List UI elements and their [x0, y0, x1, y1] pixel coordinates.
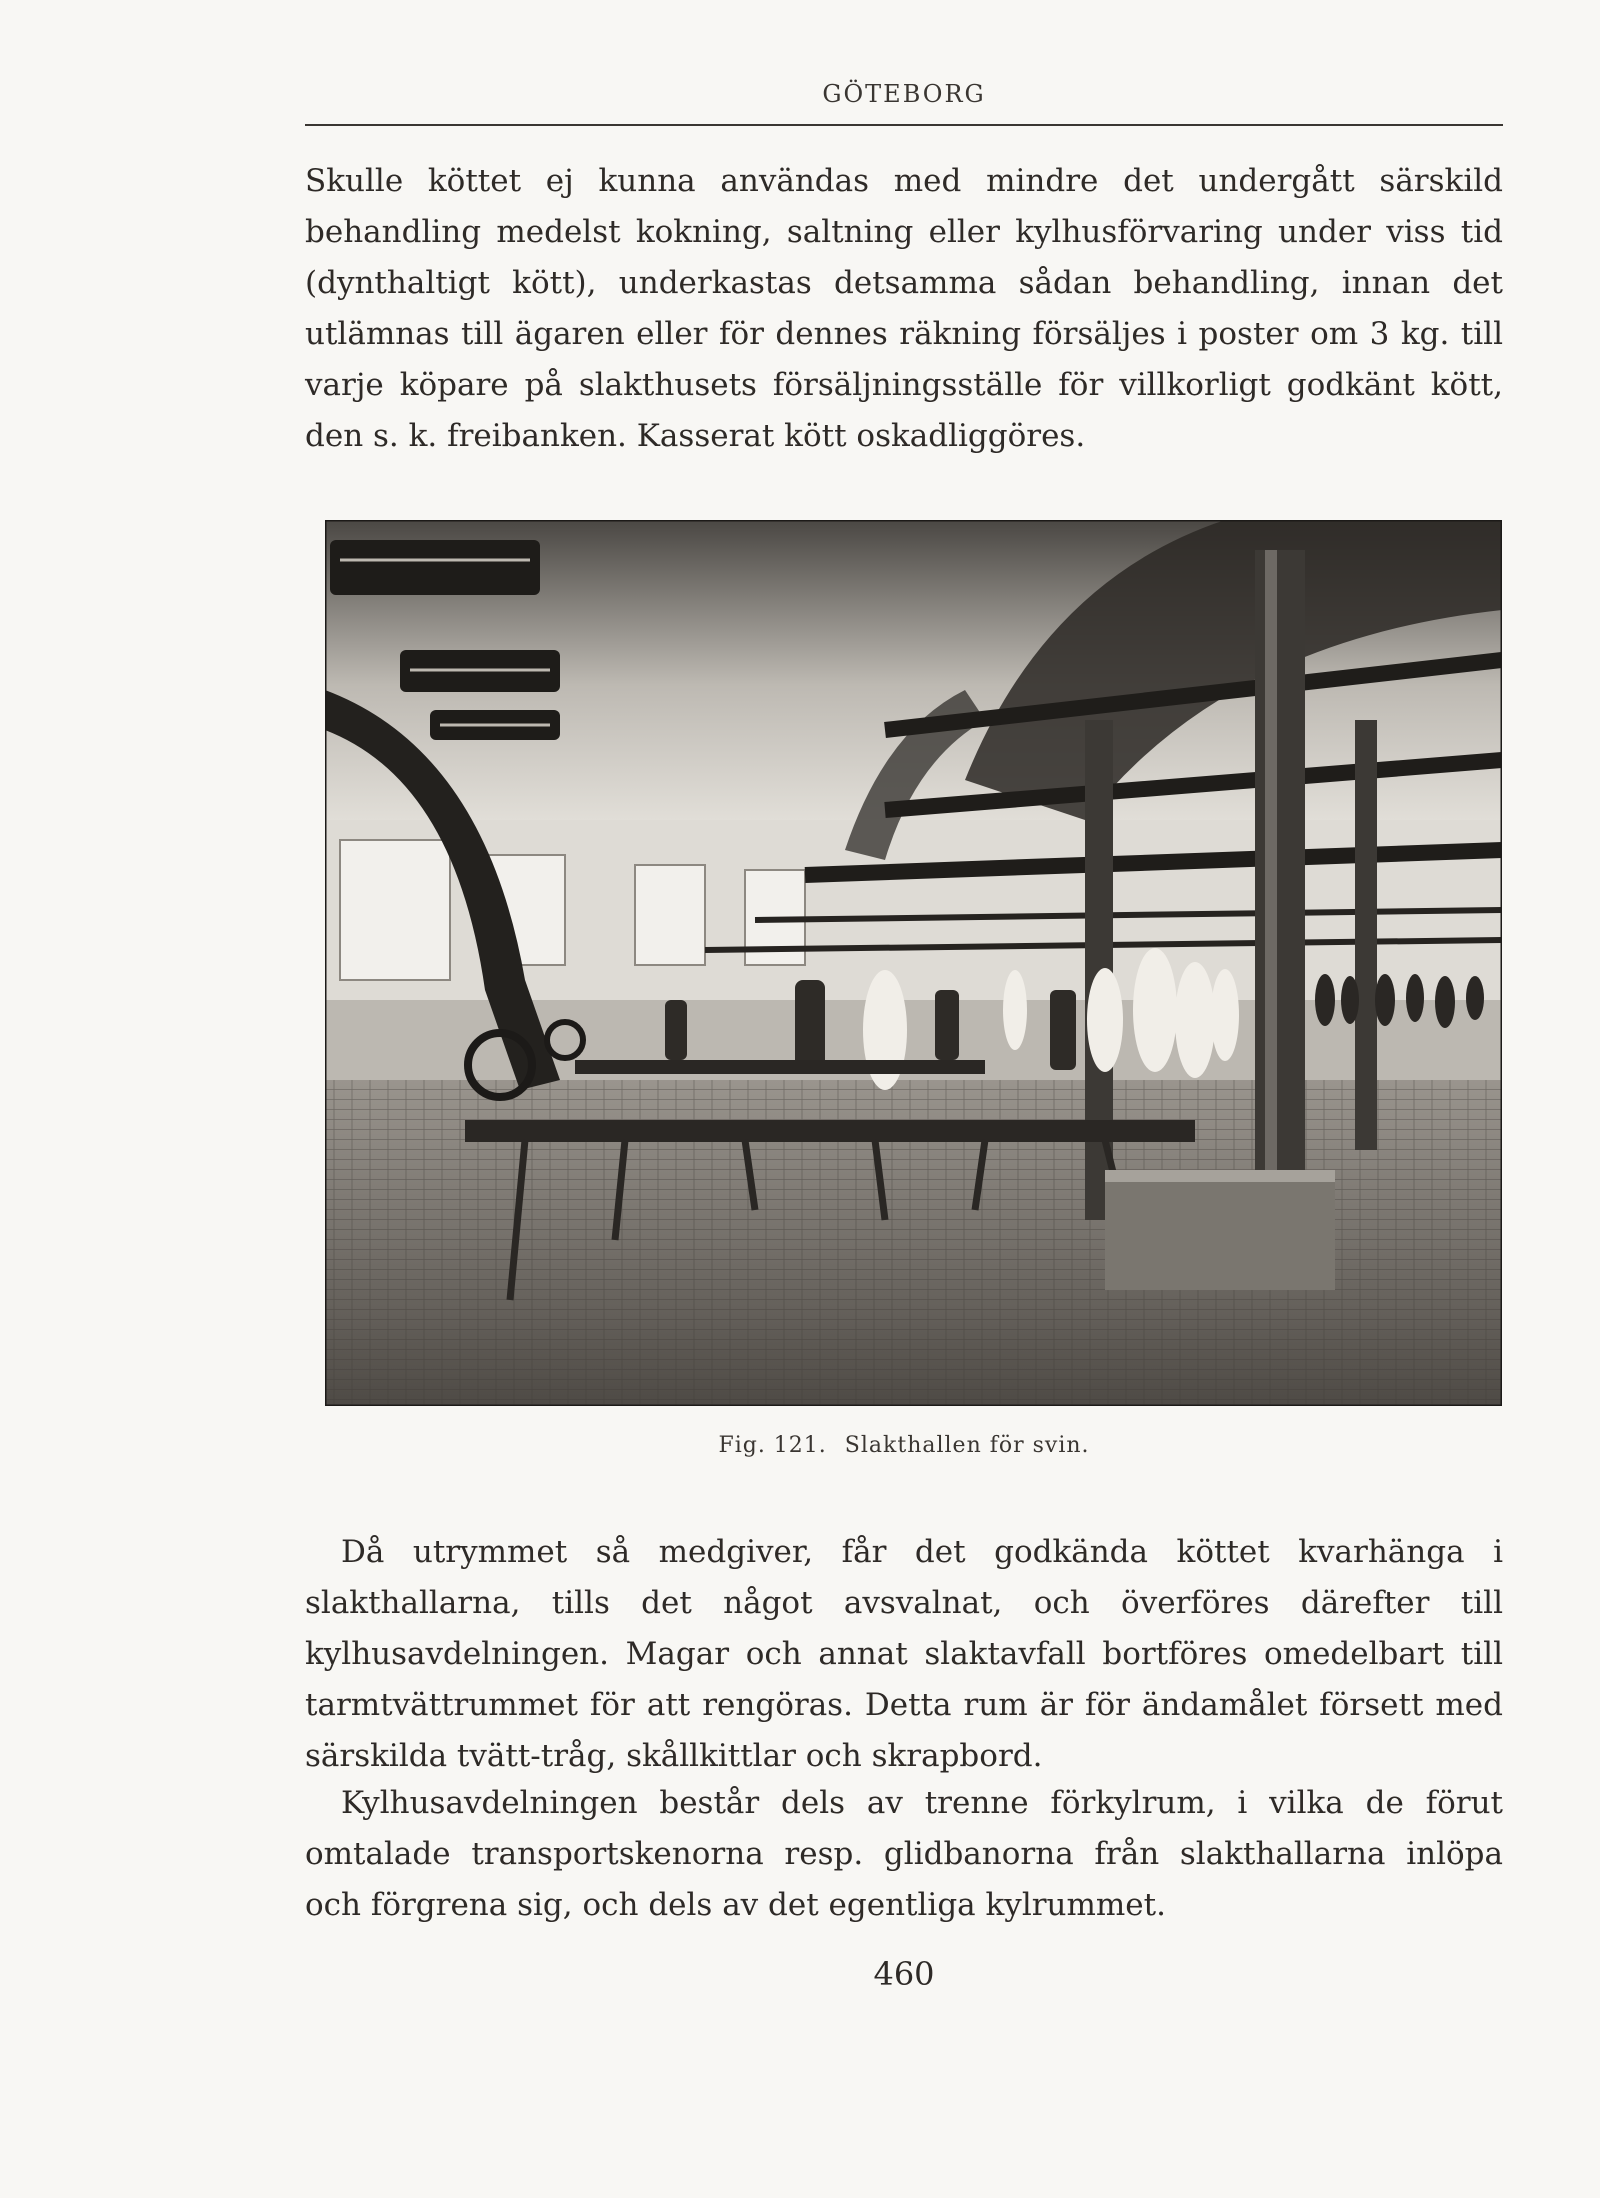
figure-photograph [325, 520, 1502, 1406]
paragraph-2-text: Då utrymmet så medgiver, får det godkända köttet kvarhänga i slakthallarna, tills det något avsvalnat, och överföres därefter till kylhusavdelningen. Magar och annat slaktavfall bortföres omedelbart till tarmtvättrummet för att rengöras. Detta rum är för ändamålet försett med särskilda tvätt-tråg, skållkittlar och skrapbord. [305, 1534, 1503, 1774]
page-number: 460 [873, 1955, 935, 1993]
header-rule [305, 124, 1503, 126]
paragraph-3 [305, 1778, 1503, 1931]
figure-number: Fig. 121. [718, 1433, 827, 1458]
slaughter-hall-photo [325, 520, 1502, 1406]
running-title: GÖTEBORG [822, 80, 986, 108]
paragraph-1 [305, 156, 1503, 462]
paragraph-3-text: Kylhusavdelningen består dels av trenne förkylrum, i vilka de förut omtalade transportskenorna resp. glidbanorna från slakthallarna inlöpa och förgrena sig, och dels av det egentliga kylrummet. [305, 1785, 1503, 1923]
paragraph-2 [305, 1527, 1503, 1782]
paragraph-1-text: Skulle köttet ej kunna användas med mindre det undergått särskild behandling medelst kokning, saltning eller kylhusförvaring under viss tid (dynthaltigt kött), underkastas detsamma sådan behandling, innan det utlämnas till ägaren eller för dennes räkning försäljes i poster om 3 kg. till varje köpare på slakthusets försäljningsställe för villkorligt godkänt kött, den s. k. freibanken. Kasserat kött oskadliggöres. [305, 163, 1503, 454]
figure-caption-text: Slakthallen för svin. [844, 1433, 1090, 1458]
figure-caption [305, 1433, 1503, 1458]
